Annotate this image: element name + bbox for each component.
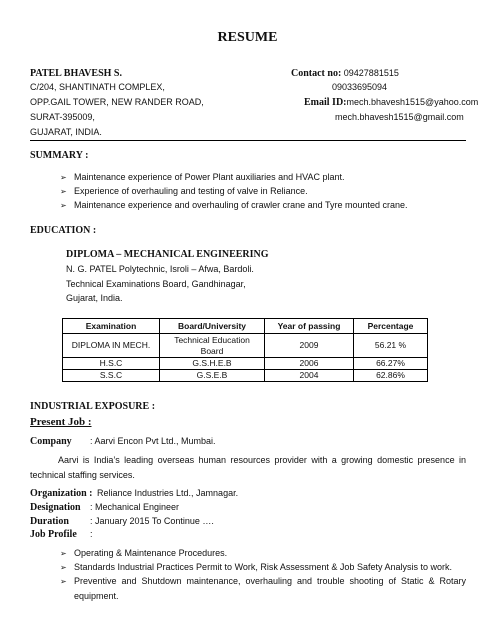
- summary-item: Experience of overhauling and testing of valve in Reliance.: [74, 186, 308, 196]
- contact-row: [291, 66, 399, 81]
- arrow-bullet-icon: ➢: [60, 173, 67, 182]
- education-line: Technical Examinations Board, Gandhinagar,: [66, 279, 246, 289]
- education-line: N. G. PATEL Polytechnic, Isroli – Afwa, Bardoli.: [66, 264, 254, 274]
- company-value: : Aarvi Encon Pvt Ltd., Mumbai.: [90, 436, 216, 446]
- company-label: Company: [30, 436, 72, 447]
- table-cell: S.S.C: [63, 370, 160, 382]
- summary-item: Maintenance experience and overhauling of crawler crane and Tyre mounted crane.: [74, 200, 408, 210]
- designation-value: : Mechanical Engineer: [90, 502, 180, 512]
- table-header-row: [63, 319, 428, 334]
- column-header: Board/University: [160, 319, 265, 334]
- arrow-bullet-icon: ➢: [60, 549, 67, 558]
- email-label: Email ID:: [304, 97, 347, 108]
- job-profile-label: Job Profile: [30, 529, 77, 540]
- contact-label: Contact no:: [291, 68, 342, 79]
- phone-2: 09033695094: [332, 82, 388, 92]
- table-cell: DIPLOMA IN MECH.: [63, 334, 160, 358]
- email-row: [304, 95, 478, 110]
- duration-value: : January 2015 To Continue ….: [90, 516, 214, 526]
- summary-item: Maintenance experience of Power Plant auxiliaries and HVAC plant.: [74, 172, 345, 182]
- table-cell: 2006: [265, 358, 354, 370]
- job-profile-item: Operating & Maintenance Procedures.: [74, 548, 228, 558]
- table-cell: G.S.H.E.B: [160, 358, 265, 370]
- page-title: RESUME: [217, 30, 278, 45]
- table-cell: G.S.E.B: [160, 370, 265, 382]
- summary-heading: SUMMARY :: [30, 150, 89, 161]
- table-row: [63, 358, 428, 370]
- duration-label: Duration: [30, 516, 69, 527]
- arrow-bullet-icon: ➢: [60, 577, 67, 586]
- organization-value: Reliance Industries Ltd., Jamnagar.: [97, 488, 239, 498]
- address-line-1: C/204, SHANTINATH COMPLEX,: [30, 82, 165, 92]
- email-2[interactable]: mech.bhavesh1515@gmail.com: [335, 112, 464, 122]
- candidate-name: PATEL BHAVESH S.: [30, 68, 122, 79]
- education-line: Gujarat, India.: [66, 293, 123, 303]
- arrow-bullet-icon: ➢: [60, 563, 67, 572]
- table-row: [63, 370, 428, 382]
- table-cell: 62.86%: [354, 370, 428, 382]
- table-cell: 2009: [265, 334, 354, 358]
- header-divider: [30, 140, 466, 141]
- table-cell: 66.27%: [354, 358, 428, 370]
- table-cell: Technical Education Board: [160, 334, 265, 358]
- arrow-bullet-icon: ➢: [60, 201, 67, 210]
- column-header: Examination: [63, 319, 160, 334]
- job-profile-item: Standards Industrial Practices Permit to Work, Risk Assessment & Job Safety Analysis to work.: [74, 562, 452, 572]
- education-heading: EDUCATION :: [30, 225, 97, 236]
- exposure-heading: INDUSTRIAL EXPOSURE :: [30, 401, 156, 412]
- present-job-heading: Present Job :: [30, 416, 92, 428]
- column-header: Year of passing: [265, 319, 354, 334]
- email-1[interactable]: mech.bhavesh1515@yahoo.com: [346, 97, 479, 107]
- organization-label: Organization :: [30, 488, 93, 499]
- job-profile-item: Preventive and Shutdown maintenance, overhauling and trouble shooting of Static & Rotary equipment.: [74, 576, 466, 601]
- table-cell: 2004: [265, 370, 354, 382]
- degree-title: DIPLOMA – MECHANICAL ENGINEERING: [66, 249, 269, 260]
- arrow-bullet-icon: ➢: [60, 187, 67, 196]
- address-line-2: OPP.GAIL TOWER, NEW RANDER ROAD,: [30, 97, 204, 107]
- table-cell: 56.21 %: [354, 334, 428, 358]
- company-description: Aarvi is India’s leading overseas human resources provider with a growing domestic presence in technical staffing services.: [30, 455, 466, 480]
- designation-label: Designation: [30, 502, 81, 513]
- address-line-4: GUJARAT, INDIA.: [30, 127, 102, 137]
- column-header: Percentage: [354, 319, 428, 334]
- education-table: [62, 318, 428, 382]
- phone-1: 09427881515: [341, 68, 399, 78]
- address-line-3: SURAT-395009,: [30, 112, 95, 122]
- table-row: [63, 334, 428, 358]
- job-profile-colon: :: [90, 529, 93, 539]
- table-cell: H.S.C: [63, 358, 160, 370]
